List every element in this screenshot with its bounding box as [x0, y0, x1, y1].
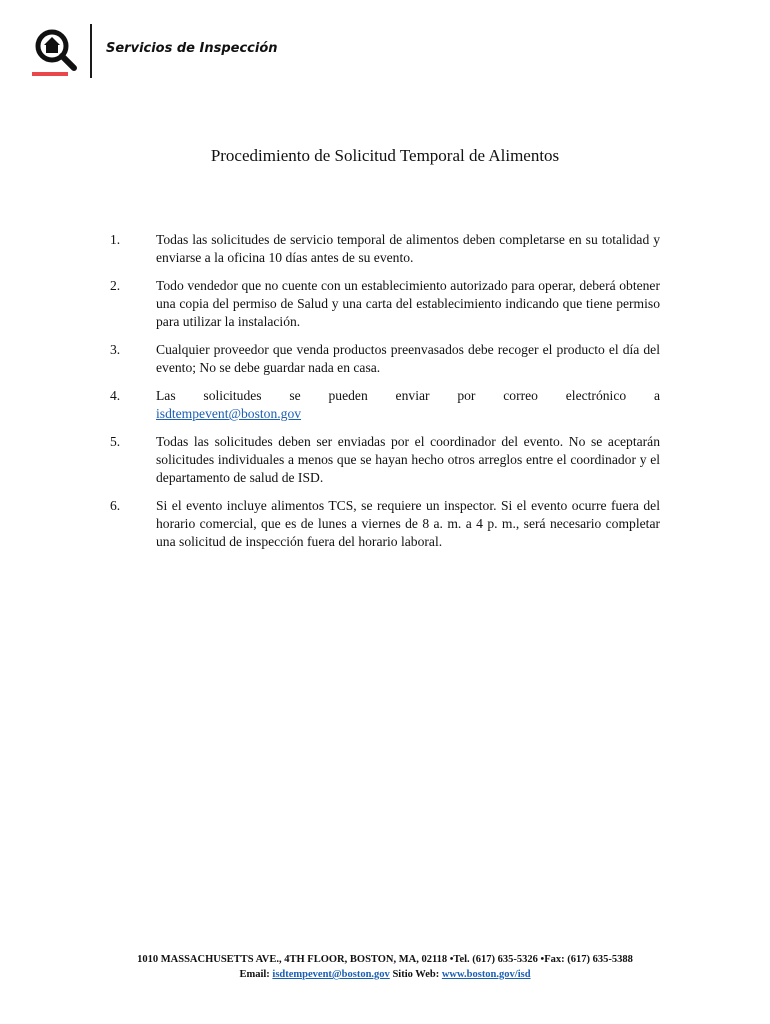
footer-address: 1010 MASSACHUSETTS AVE., 4TH FLOOR, BOSTON, MA, 02118 •Tel. (617) 635-5326 •Fax: (617) 635-5388 [137, 954, 633, 965]
list-item-text: Todas las solicitudes de servicio temporal de alimentos deben completarse en su totalidad y enviarse a la oficina 10 días antes de su evento. [156, 232, 660, 265]
list-item-number: 6. [110, 498, 121, 513]
footer-email-link[interactable]: isdtempevent@boston.gov [272, 969, 390, 980]
list-item [110, 387, 660, 423]
footer-web-link[interactable]: www.boston.gov/isd [441, 969, 531, 980]
procedure-list [110, 231, 660, 561]
list-item [110, 341, 660, 377]
list-item-text: Las solicitudes se pueden enviar por correo electrónico a [156, 388, 660, 403]
email-link[interactable]: isdtempevent@boston.gov [156, 406, 302, 421]
magnifier-house-icon [32, 26, 80, 76]
list-item [110, 433, 660, 487]
list-item-number: 5. [110, 434, 121, 449]
footer-email-label: Email: [239, 969, 270, 980]
footer-contact [0, 967, 770, 982]
list-item-text: Todo vendedor que no cuente con un establecimiento autorizado para operar, deberá obtener una copia del permiso de Salud y una carta del establecimiento indicando que tiene permiso para utilizar la instalación. [156, 278, 660, 329]
list-item-number: 3. [110, 342, 121, 357]
list-item-text: Todas las solicitudes deben ser enviadas por el coordinador del evento. No se aceptarán solicitudes individuales a menos que se hayan hecho otros arreglos entre el coordinador y el departamento de salud de ISD. [156, 434, 660, 485]
list-item-text: Si el evento incluye alimentos TCS, se requiere un inspector. Si el evento ocurre fuera del horario comercial, que es de lunes a viernes de 8 a. m. a 4 p. m., será necesario completar una solicitud de inspección fuera del horario laboral. [156, 498, 660, 549]
list-item-number: 2. [110, 278, 121, 293]
header-divider [90, 24, 92, 78]
list-item-text: Cualquier proveedor que venda productos preenvasados debe recoger el producto el día del evento; No se debe guardar nada en casa. [156, 342, 660, 375]
document-title: Procedimiento de Solicitud Temporal de Alimentos [210, 146, 560, 165]
list-item [110, 497, 660, 551]
page-footer [0, 952, 770, 982]
header-title: Servicios de Inspección [106, 41, 278, 56]
page-header [32, 22, 432, 82]
list-item [110, 277, 660, 331]
list-item [110, 231, 660, 267]
footer-web-label: Sitio Web: [392, 969, 440, 980]
list-item-number: 1. [110, 232, 121, 247]
list-item-number: 4. [110, 388, 121, 403]
